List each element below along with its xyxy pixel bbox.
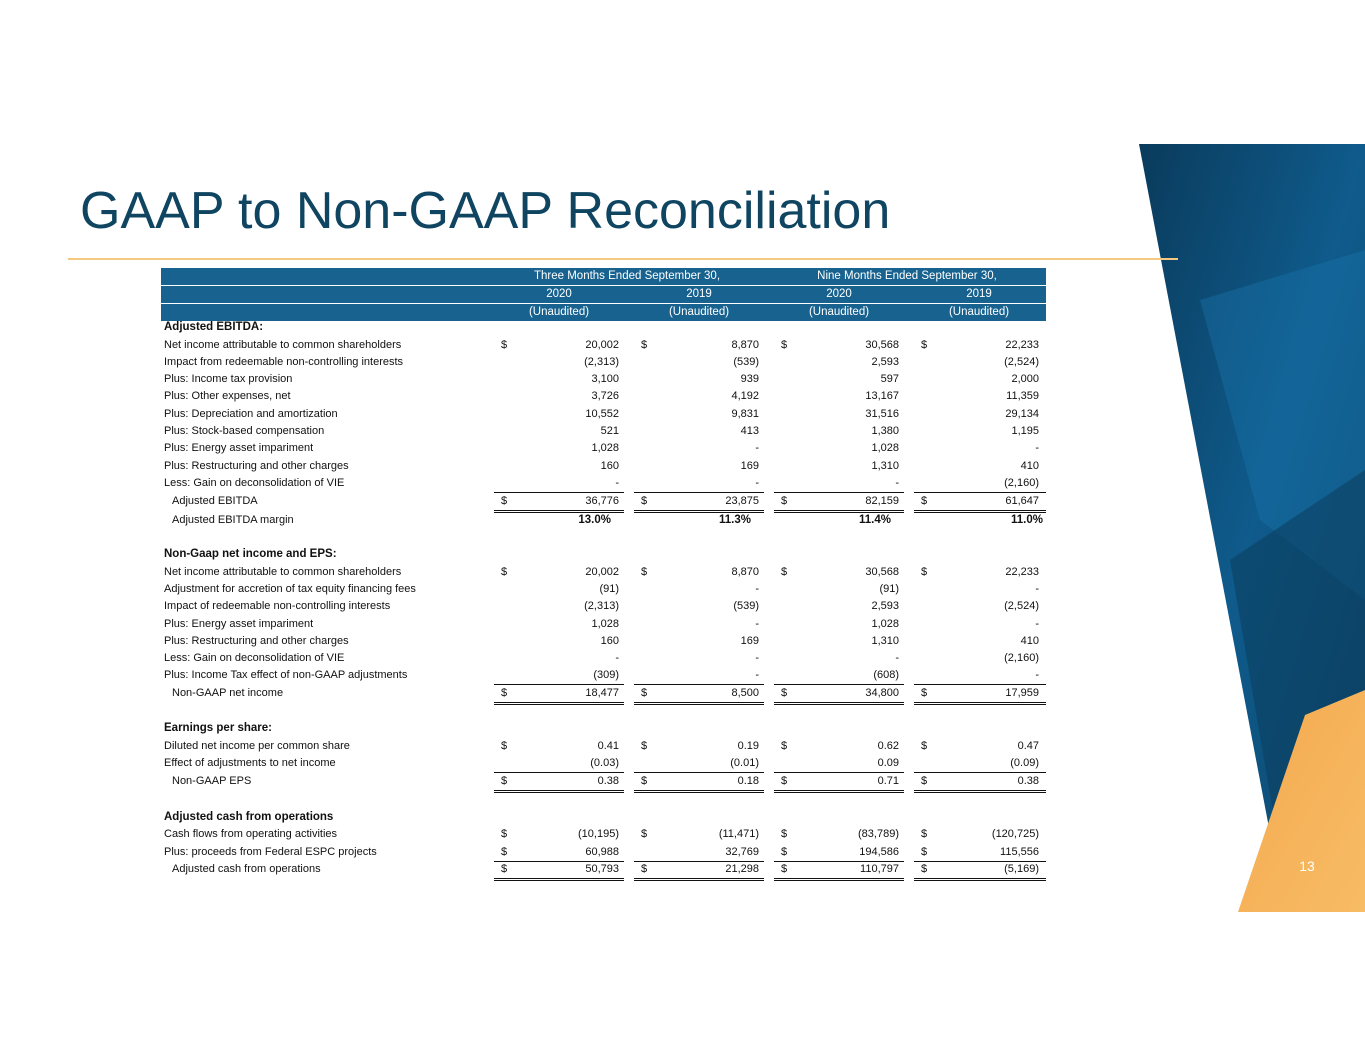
- row-value: 194,586: [859, 846, 899, 858]
- row-value: 1,310: [871, 460, 899, 472]
- row-value: 13.0%: [578, 514, 611, 526]
- dollar-sign: $: [781, 566, 788, 578]
- dollar-sign: $: [641, 495, 648, 507]
- row-label: Plus: Income tax provision: [164, 373, 293, 385]
- row-label: Plus: Income Tax effect of non-GAAP adjustments: [164, 669, 408, 681]
- table-row: [161, 458, 1046, 475]
- row-value: 8,500: [731, 687, 759, 699]
- total-rule: [494, 790, 624, 791]
- header-year: 2020: [546, 288, 572, 300]
- row-value: 160: [600, 635, 619, 647]
- total-rule: [494, 702, 624, 703]
- dollar-sign: $: [781, 846, 788, 858]
- row-value: 1,028: [871, 442, 899, 454]
- total-rule: [774, 790, 904, 791]
- row-value: 0.38: [597, 775, 619, 787]
- total-rule: [774, 792, 904, 793]
- dollar-sign: $: [921, 740, 928, 752]
- row-value: (2,160): [1004, 477, 1039, 489]
- row-value: 0.41: [597, 740, 619, 752]
- total-rule: [634, 790, 764, 791]
- total-rule: [494, 704, 624, 705]
- table-row: [161, 440, 1046, 457]
- row-label: Plus: Depreciation and amortization: [164, 408, 338, 420]
- row-value: 0.09: [877, 757, 899, 769]
- dollar-sign: $: [501, 775, 508, 787]
- table-row: [161, 755, 1046, 772]
- row-value: 30,568: [865, 566, 899, 578]
- dollar-sign: $: [781, 687, 788, 699]
- section-heading: [161, 720, 1046, 737]
- row-value: 13,167: [865, 390, 899, 402]
- table-row-total: [161, 861, 1046, 878]
- row-value: 521: [600, 425, 619, 437]
- row-value: -: [615, 652, 619, 664]
- row-value: 29,134: [1005, 408, 1039, 420]
- total-rule: [914, 790, 1046, 791]
- table-row: [161, 650, 1046, 667]
- row-value: -: [755, 652, 759, 664]
- row-label: Plus: Restructuring and other charges: [164, 460, 349, 472]
- dollar-sign: $: [501, 846, 508, 858]
- total-rule: [914, 792, 1046, 793]
- row-value: 9,831: [731, 408, 759, 420]
- dollar-sign: $: [501, 828, 508, 840]
- row-value: -: [895, 652, 899, 664]
- row-label: Non-GAAP EPS: [172, 775, 252, 787]
- row-value: 3,726: [591, 390, 619, 402]
- row-value: 1,195: [1011, 425, 1039, 437]
- row-label: Plus: proceeds from Federal ESPC projects: [164, 846, 377, 858]
- row-value: 1,028: [871, 618, 899, 630]
- row-value: (2,524): [1004, 356, 1039, 368]
- total-rule: [914, 510, 1046, 511]
- row-value: -: [755, 583, 759, 595]
- total-rule: [494, 880, 624, 881]
- row-value: 11.0%: [1011, 514, 1043, 526]
- total-rule: [494, 878, 624, 879]
- row-label: Adjusted EBITDA margin: [172, 514, 294, 526]
- header-year: 2019: [686, 288, 712, 300]
- row-label: Adjusted EBITDA: [172, 495, 258, 507]
- dollar-sign: $: [921, 863, 928, 875]
- header-unaudited: (Unaudited): [668, 306, 730, 318]
- dollar-sign: $: [501, 566, 508, 578]
- total-rule: [914, 702, 1046, 703]
- row-value: (0.09): [1010, 757, 1039, 769]
- row-value: 36,776: [585, 495, 619, 507]
- page-number: 13: [1299, 858, 1315, 874]
- row-value: 30,568: [865, 339, 899, 351]
- row-value: 11,359: [1006, 390, 1039, 402]
- row-value: 20,002: [585, 566, 619, 578]
- total-rule: [914, 880, 1046, 881]
- row-label: Adjustment for accretion of tax equity financing fees: [164, 583, 416, 595]
- table-row: [161, 667, 1046, 684]
- slide-title: GAAP to Non-GAAP Reconciliation: [80, 182, 891, 240]
- dollar-sign: $: [641, 828, 648, 840]
- row-label: Plus: Other expenses, net: [164, 390, 291, 402]
- row-label: Plus: Energy asset impariment: [164, 442, 314, 454]
- table-row: [161, 598, 1046, 615]
- table-row: [161, 738, 1046, 755]
- section-heading: [161, 319, 1046, 336]
- section-title: Earnings per share:: [164, 722, 273, 734]
- table-row: [161, 581, 1046, 598]
- row-value: 413: [740, 425, 759, 437]
- dollar-sign: $: [641, 687, 648, 699]
- dollar-sign: $: [781, 863, 788, 875]
- row-value: 8,870: [731, 339, 759, 351]
- row-value: 4,192: [731, 390, 759, 402]
- row-value: 0.19: [737, 740, 759, 752]
- row-value: 22,233: [1005, 566, 1039, 578]
- total-rule: [634, 792, 764, 793]
- row-value: -: [1035, 618, 1039, 630]
- dollar-sign: $: [781, 740, 788, 752]
- row-label: Cash flows from operating activities: [164, 828, 338, 840]
- dollar-sign: $: [501, 495, 508, 507]
- row-value: (539): [733, 600, 759, 612]
- header-three-months: Three Months Ended September 30,: [533, 270, 721, 282]
- table-row: [161, 406, 1046, 423]
- row-value: -: [895, 477, 899, 489]
- table-row-total: [161, 685, 1046, 702]
- dollar-sign: $: [501, 863, 508, 875]
- dollar-sign: $: [641, 863, 648, 875]
- row-value: 1,028: [591, 442, 619, 454]
- row-value: 110,797: [860, 863, 899, 875]
- row-value: 0.47: [1017, 740, 1039, 752]
- row-value: (608): [873, 669, 899, 681]
- table-row: [161, 564, 1046, 581]
- row-value: 0.18: [737, 775, 759, 787]
- row-value: 22,233: [1005, 339, 1039, 351]
- total-rule: [634, 702, 764, 703]
- dollar-sign: $: [641, 775, 648, 787]
- dollar-sign: $: [781, 339, 788, 351]
- table-row: [161, 337, 1046, 354]
- row-label: Plus: Stock-based compensation: [164, 425, 325, 437]
- row-value: -: [755, 618, 759, 630]
- table-row-total: [161, 493, 1046, 510]
- row-value: (309): [593, 669, 619, 681]
- total-rule: [774, 878, 904, 879]
- total-rule: [774, 880, 904, 881]
- total-rule: [774, 702, 904, 703]
- row-label: Less: Gain on deconsolidation of VIE: [164, 652, 345, 664]
- row-value: 17,959: [1005, 687, 1039, 699]
- total-rule: [634, 880, 764, 881]
- total-rule: [494, 510, 624, 511]
- row-value: 2,000: [1011, 373, 1039, 385]
- row-value: -: [1035, 442, 1039, 454]
- dollar-sign: $: [921, 495, 928, 507]
- total-rule: [774, 704, 904, 705]
- row-value: -: [755, 442, 759, 454]
- row-value: 10,552: [585, 408, 619, 420]
- row-value: 3,100: [591, 373, 619, 385]
- section-title: Adjusted EBITDA:: [164, 321, 264, 333]
- row-value: (2,313): [584, 356, 619, 368]
- dollar-sign: $: [921, 846, 928, 858]
- row-label: Effect of adjustments to net income: [164, 757, 336, 769]
- row-value: (2,313): [584, 600, 619, 612]
- header-year: 2020: [826, 288, 852, 300]
- row-value: 160: [600, 460, 619, 472]
- row-value: 20,002: [585, 339, 619, 351]
- row-value: 60,988: [585, 846, 619, 858]
- row-value: 1,310: [871, 635, 899, 647]
- row-value: 410: [1020, 635, 1039, 647]
- table-row: [161, 826, 1046, 843]
- row-value: 21,298: [725, 863, 759, 875]
- table-row: [161, 354, 1046, 371]
- table-header-years: [161, 286, 1046, 303]
- table-row: [161, 423, 1046, 440]
- table-row: [161, 616, 1046, 633]
- section-heading: [161, 546, 1046, 563]
- row-value: 11.3%: [719, 514, 751, 526]
- row-value: (539): [733, 356, 759, 368]
- header-unaudited: (Unaudited): [528, 306, 590, 318]
- row-value: 1,028: [591, 618, 619, 630]
- dollar-sign: $: [921, 687, 928, 699]
- header-nine-months: Nine Months Ended September 30,: [817, 270, 997, 282]
- row-label: Impact from redeemable non-controlling interests: [164, 356, 404, 368]
- row-label: Net income attributable to common shareholders: [164, 339, 402, 351]
- row-value: (10,195): [578, 828, 619, 840]
- dollar-sign: $: [501, 687, 508, 699]
- row-value: (91): [879, 583, 899, 595]
- table-row: [161, 633, 1046, 650]
- row-label: Plus: Energy asset impariment: [164, 618, 314, 630]
- section-heading: [161, 809, 1046, 826]
- header-unaudited: (Unaudited): [948, 306, 1010, 318]
- header-year: 2019: [966, 288, 992, 300]
- row-value: (2,160): [1004, 652, 1039, 664]
- row-value: -: [755, 669, 759, 681]
- row-label: Plus: Restructuring and other charges: [164, 635, 349, 647]
- row-value: 34,800: [865, 687, 899, 699]
- row-value: -: [615, 477, 619, 489]
- row-value: -: [1035, 583, 1039, 595]
- table-row-total: [161, 773, 1046, 790]
- row-value: 1,380: [871, 425, 899, 437]
- dollar-sign: $: [781, 828, 788, 840]
- dollar-sign: $: [921, 828, 928, 840]
- row-value: 23,875: [725, 495, 759, 507]
- total-rule: [914, 878, 1046, 879]
- table-row-margin: [161, 512, 1046, 529]
- row-value: 939: [740, 373, 759, 385]
- row-value: (120,725): [991, 828, 1039, 840]
- total-rule: [914, 704, 1046, 705]
- row-value: 8,870: [731, 566, 759, 578]
- table-row: [161, 475, 1046, 492]
- table-row: [161, 388, 1046, 405]
- section-title: Adjusted cash from operations: [164, 811, 334, 823]
- row-value: (0.03): [590, 757, 619, 769]
- table-header-periods: [161, 268, 1046, 285]
- row-value: (91): [599, 583, 619, 595]
- row-label: Diluted net income per common share: [164, 740, 350, 752]
- dollar-sign: $: [501, 339, 508, 351]
- row-value: (0.01): [730, 757, 759, 769]
- row-value: 82,159: [865, 495, 899, 507]
- row-value: 0.71: [877, 775, 899, 787]
- row-value: 31,516: [865, 408, 899, 420]
- dollar-sign: $: [501, 740, 508, 752]
- row-value: 169: [740, 460, 759, 472]
- row-value: 410: [1020, 460, 1039, 472]
- total-rule: [634, 878, 764, 879]
- row-value: -: [1035, 669, 1039, 681]
- row-value: 18,477: [585, 687, 619, 699]
- section-title: Non-Gaap net income and EPS:: [164, 548, 337, 560]
- dollar-sign: $: [641, 566, 648, 578]
- row-value: 2,593: [871, 356, 899, 368]
- row-value: 0.38: [1017, 775, 1039, 787]
- row-value: 597: [880, 373, 899, 385]
- title-divider: [68, 258, 1178, 260]
- row-value: 115,556: [1000, 846, 1039, 858]
- row-value: 32,769: [725, 846, 759, 858]
- row-value: (5,169): [1004, 863, 1039, 875]
- total-rule: [774, 510, 904, 511]
- row-label: Adjusted cash from operations: [172, 863, 321, 875]
- row-value: 61,647: [1005, 495, 1039, 507]
- row-value: (2,524): [1004, 600, 1039, 612]
- dollar-sign: $: [641, 339, 648, 351]
- reconciliation-table: [161, 268, 1046, 880]
- table-row: [161, 844, 1046, 861]
- dollar-sign: $: [781, 495, 788, 507]
- row-label: Less: Gain on deconsolidation of VIE: [164, 477, 345, 489]
- total-rule: [494, 792, 624, 793]
- dollar-sign: $: [921, 775, 928, 787]
- row-value: (11,471): [718, 828, 759, 840]
- table-row: [161, 371, 1046, 388]
- total-rule: [634, 510, 764, 511]
- row-label: Non-GAAP net income: [172, 687, 284, 699]
- row-value: 50,793: [585, 863, 619, 875]
- dollar-sign: $: [781, 775, 788, 787]
- row-value: 0.62: [877, 740, 899, 752]
- dollar-sign: $: [921, 339, 928, 351]
- dollar-sign: $: [641, 740, 648, 752]
- dollar-sign: $: [921, 566, 928, 578]
- row-value: -: [755, 477, 759, 489]
- row-value: 11.4%: [859, 514, 891, 526]
- row-value: 2,593: [871, 600, 899, 612]
- row-value: 169: [740, 635, 759, 647]
- row-label: Net income attributable to common shareholders: [164, 566, 402, 578]
- header-unaudited: (Unaudited): [808, 306, 870, 318]
- row-label: Impact of redeemable non-controlling interests: [164, 600, 391, 612]
- row-value: (83,789): [858, 828, 899, 840]
- total-rule: [634, 704, 764, 705]
